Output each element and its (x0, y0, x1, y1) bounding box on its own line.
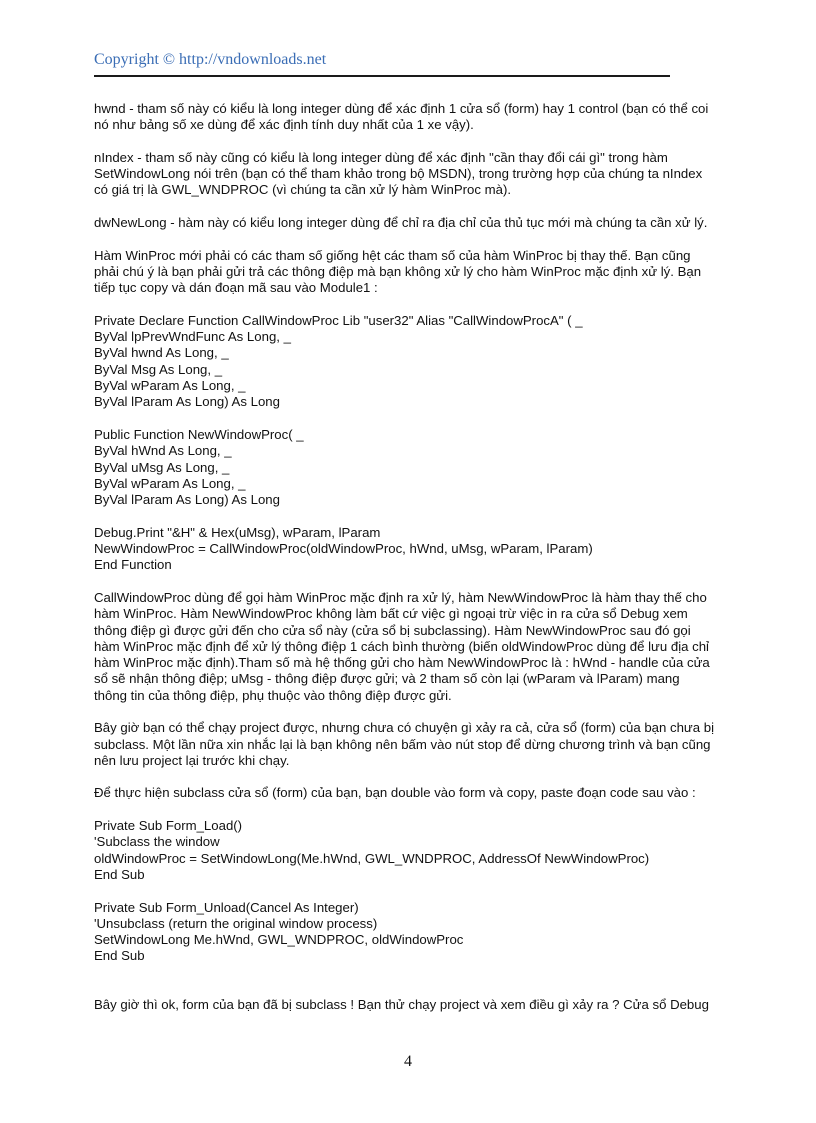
text-line: Hàm WinProc mới phải có các tham số giống hệt các tham số của hàm WinProc bị thay thế. Bạn cũng (94, 247, 691, 263)
blank-line (94, 965, 724, 981)
text-line: có giá trị là GWL_WNDPROC (vì chúng ta cần xử lý hàm WinProc mà). (94, 182, 512, 198)
text-line: NewWindowProc = CallWindowProc(oldWindowProc, hWnd, uMsg, wParam, lParam) (94, 541, 593, 557)
text-line: nIndex - tham số này cũng có kiểu là long integer dùng để xác định "cần thay đổi cái gì" trong hàm (94, 149, 668, 165)
text-line: ByVal lpPrevWndFunc As Long, _ (94, 329, 291, 345)
text-line: End Sub (94, 948, 145, 964)
copyright-header: Copyright © http://vndownloads.net (94, 51, 327, 68)
text-line: ByVal Msg As Long, _ (94, 361, 223, 377)
text-line: SetWindowLong nói trên (bạn có thể tham khảo trong bộ MSDN), trong trường hợp của chúng ta nIndex (94, 166, 703, 182)
text-line: ByVal hwnd As Long, _ (94, 345, 229, 361)
text-line: Để thực hiện subclass cửa sổ (form) của bạn, bạn double vào form và copy, paste đoạn code sau vào : (94, 785, 696, 801)
text-line: sổ sẽ nhận thông điệp; uMsg - thông điệp được gửi; và 2 tham số còn lại (wParam và lParam) mang (94, 671, 680, 687)
blank-line (94, 883, 724, 899)
blank-line (94, 411, 724, 427)
blank-line (94, 981, 724, 997)
text-line: Bây giờ bạn có thể chạy project được, nhưng chưa có chuyện gì xảy ra cả, cửa sổ (form) của bạn chưa bị (94, 720, 715, 736)
text-line: dwNewLong - hàm này có kiểu long integer dùng để chỉ ra địa chỉ của thủ tục mới mà chúng ta cần xử lý. (94, 215, 708, 231)
blank-line (94, 574, 724, 590)
text-line: Bây giờ thì ok, form của bạn đã bị subclass ! Bạn thử chạy project và xem điều gì xảy ra ? Cửa sổ Debug (94, 997, 709, 1013)
header-rule (94, 75, 670, 77)
text-line: SetWindowLong Me.hWnd, GWL_WNDPROC, oldWindowProc (94, 932, 464, 948)
body-text (94, 101, 724, 1014)
blank-line (94, 199, 724, 215)
text-line: ByVal lParam As Long) As Long (94, 492, 280, 508)
text-line: ByVal wParam As Long, _ (94, 378, 246, 394)
blank-line (94, 508, 724, 524)
text-line: CallWindowProc dùng để gọi hàm WinProc mặc định ra xử lý, hàm NewWindowProc là hàm thay thế cho (94, 589, 707, 605)
text-line: oldWindowProc = SetWindowLong(Me.hWnd, GWL_WNDPROC, AddressOf NewWindowProc) (94, 850, 650, 866)
text-line: thông tin của thông điệp, phụ thuộc vào thông điệp được gửi. (94, 687, 452, 703)
text-line: nên lưu project lại trước khi chạy. (94, 752, 290, 768)
page-number: 4 (404, 1053, 412, 1070)
text-line: ByVal uMsg As Long, _ (94, 459, 230, 475)
text-line: ByVal wParam As Long, _ (94, 475, 246, 491)
text-line: nó như bảng số xe dùng để xác định tính duy nhất của 1 xe vậy). (94, 117, 474, 133)
text-line: hwnd - tham số này có kiểu là long integer dùng để xác định 1 cửa sổ (form) hay 1 control (bạn có thể coi (94, 101, 709, 116)
text-line: hàm WinProc mặc định để xử lý thông điệp 1 cách bình thường (biến oldWindowProc dùng để lưu địa chỉ (94, 638, 709, 654)
text-line: 'Unsubclass (return the original window process) (94, 915, 378, 931)
text-line: Private Sub Form_Load() (94, 818, 243, 834)
text-line: thông điệp gì được gửi đến cho cửa sổ này (cửa sổ bị subclassing). Hàm NewWindowProc sau đó gọi (94, 622, 691, 638)
text-line: Debug.Print "&H" & Hex(uMsg), wParam, lParam (94, 524, 381, 540)
text-line: Private Sub Form_Unload(Cancel As Integer) (94, 899, 359, 915)
text-line: End Sub (94, 866, 145, 882)
text-line: hàm WinProc. Hàm NewWindowProc không làm bất cứ việc gì ngoại trừ việc in ra cửa sổ Debug xem (94, 606, 688, 622)
text-line: End Function (94, 557, 172, 573)
blank-line (94, 769, 724, 785)
blank-line (94, 704, 724, 720)
blank-line (94, 231, 724, 247)
text-line: subclass. Một lần nữa xin nhắc lại là bạn không nên bấm vào nút stop để dừng chương trình và bạn cũng (94, 736, 711, 752)
text-line: ByVal lParam As Long) As Long (94, 394, 280, 410)
blank-line (94, 297, 724, 313)
blank-line (94, 134, 724, 150)
text-line: Private Declare Function CallWindowProc Lib "user32" Alias "CallWindowProcA" ( _ (94, 312, 583, 328)
text-line: Public Function NewWindowProc( _ (94, 426, 304, 442)
text-line: phải chú ý là bạn phải gửi trả các thông điệp mà bạn không xử lý cho hàm WinProc mặc định xử lý. Bạn (94, 263, 702, 279)
text-line: hàm WinProc mặc định).Tham số mà hệ thống gửi cho hàm NewWindowProc là : hWnd - handle của cửa (94, 655, 710, 671)
text-line: 'Subclass the window (94, 834, 220, 850)
blank-line (94, 802, 724, 818)
text-line: ByVal hWnd As Long, _ (94, 443, 232, 459)
text-line: tiếp tục copy và dán đoạn mã sau vào Module1 : (94, 280, 378, 296)
